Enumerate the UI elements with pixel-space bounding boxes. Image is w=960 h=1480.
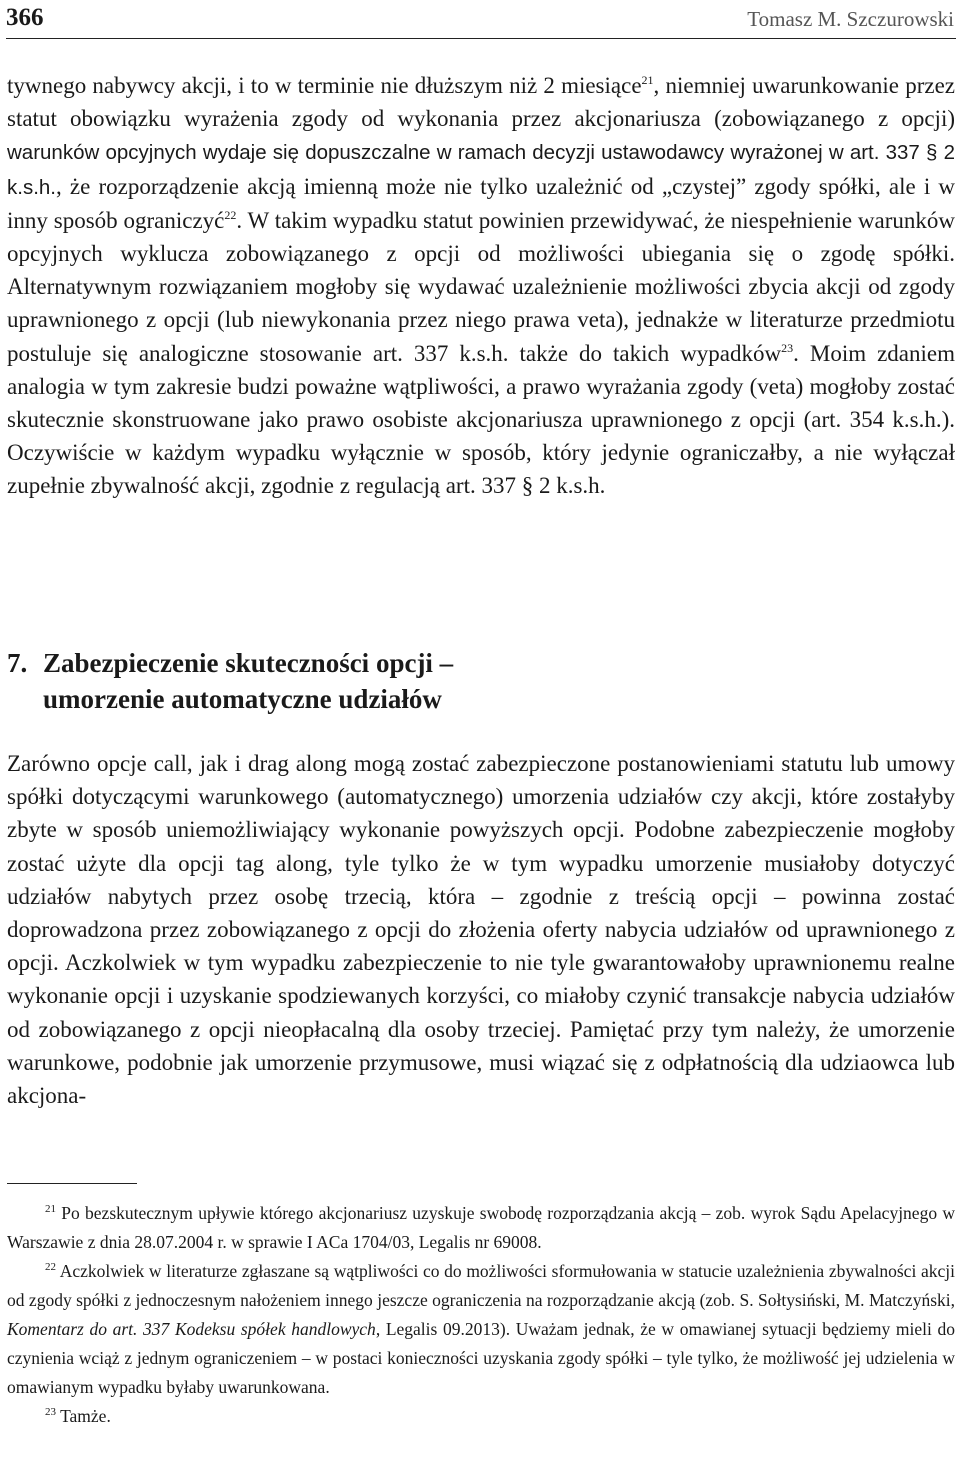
- text-span: . Moim zdaniem analogia w tym zakresie budzi poważne wątpliwości, a prawo wyrażania zgody (veta) mogłoby zostać skutecznie skonstruowane jako prawo osobiste akcjonariusza uprawnionego z opcji (art. 354 k.s.h.). Oczywiście w każdym wypadku wyłącznie w sposób, który jedynie ograniczałby, a nie wyłączał zupełnie zbywalność akcji, zgodnie z regulacją art. 337 § 2 k.s.h.: [7, 340, 956, 499]
- footnote-number: 22: [45, 1261, 56, 1273]
- running-head-author: Tomasz M. Szczurowski: [747, 7, 954, 31]
- text-span: , że rozporządzenie akcją imienną może nie tylko uzależnić od „czystej” zgody spółki, ale i w inny sposób ograniczyć: [7, 173, 955, 233]
- footnote-text: Tamże.: [60, 1406, 111, 1426]
- page-header: [6, 4, 956, 39]
- footnote-text: Po bezskutecznym upływie którego akcjonariusz uzyskuje swobodę rozporządzania akcją – zob. wyrok Sądu Apelacyjnego w Warszawie z dnia 28.07.2004 r. w sprawie I ACa 1704/03, Legalis nr 69008.: [7, 1203, 955, 1252]
- footnote-number: 23: [45, 1406, 56, 1418]
- body-paragraph: [7, 69, 955, 503]
- text-span: , niemniej uwarunkowanie przez statut obowiązku wyrażenia zgody od wykonania przez akcjonariusza (zobowiązanego z opcji): [7, 73, 955, 132]
- text-span: warunków opcyjnych wydaje się dopuszczalne w ramach decyzji ustawodawcy wyrażonej w art. 337 § 2 k.s.h.: [7, 141, 955, 199]
- footnote: [7, 1199, 955, 1257]
- section-title-line1: Zabezpieczenie skuteczności opcji –: [43, 648, 454, 678]
- footnotes: [7, 1199, 955, 1431]
- section-title-line2: umorzenie automatyczne udziałów: [43, 684, 442, 714]
- page-number: 366: [6, 4, 44, 31]
- footnote: [7, 1402, 955, 1431]
- footnote-ref: 22: [224, 207, 237, 222]
- footnote-ref: 23: [781, 340, 794, 355]
- text-span: tywnego nabywcy akcji, i to w terminie nie dłuższym niż 2 miesiące: [7, 73, 642, 98]
- footnote-text: Aczkolwiek w literaturze zgłaszane są wątpliwości co do możliwości sformułowania w statucie uzależnienia zbywalności akcji od zgody spółki z jednoczesnym nałożeniem innego jeszcze ograniczenia na rozporządzanie akcją (zob. S. Sołtysiński, M. Matczyński,: [7, 1261, 955, 1310]
- text-span: . W takim wypadku statut powinien przewidywać, że niespełnienie warunków opcyjnych wyklucza zobowiązanego z opcji od możliwości ubiegania się o zgodę spółki. Alternatywnym rozwiązaniem mogłoby się wydawać uzależnienie możliwości zbycia akcji od zgody uprawnionego z opcji (lub niewykonania przez niego prawa veta), jednakże w literaturze przedmiotu postuluje się analogiczne stosowanie art. 337 k.s.h. także do takich wypadków: [7, 207, 955, 366]
- footnote-number: 21: [45, 1203, 56, 1215]
- footnote: [7, 1257, 955, 1402]
- footnote-ref: 21: [641, 73, 654, 87]
- footnote-italic-title: Komentarz do art. 337 Kodeksu spółek handlowych: [7, 1319, 376, 1339]
- section-heading: [7, 645, 907, 717]
- footnote-text: , Legalis 09.2013). Uważam jednak, że w omawianej sytuacji będziemy mieli do czynienia wciąż z jednym ograniczeniem – w postaci konieczności uzyskania zgody spółki – tyle tylko, że możliwość jej udzielenia w omawianym wypadku byłaby uwarunkowana.: [7, 1319, 956, 1397]
- footnote-divider: [7, 1183, 137, 1184]
- body-paragraph: Zarówno opcje call, jak i drag along mogą zostać zabezpieczone postanowieniami statutu lub umowy spółki dotyczącymi warunkowego (automatycznego) umorzenia udziałów czy akcji, które zostałyby zbyte w sposób uniemożliwiający wykonanie powyższych opcji. Podobne zabezpieczenie mogłoby zostać użyte dla opcji tag along, tyle tylko że w tym wypadku umorzenie musiałoby dotyczyć udziałów nabytych przez osobę trzecią, która – zgodnie z treścią opcji – powinna zostać doprowadzona przez zobowiązanego z opcji do złożenia oferty nabycia udziałów od uprawnionego z opcji. Aczkolwiek w tym wypadku zabezpieczenie to nie tyle gwarantowałoby uprawnionemu realne wykonanie opcji i uzyskanie spodziewanych korzyści, co miałoby czynić transakcje nabycia udziałów od zobowiązanego z opcji nieopłacalną dla osoby trzeciej. Pamiętać przy tym należy, że umorzenie warunkowe, podobnie jak umorzenie przymusowe, musi wiązać się z odpłatnością dla udziaowca lub akcjona-: [7, 751, 955, 1109]
- section-number: 7.: [7, 648, 28, 678]
